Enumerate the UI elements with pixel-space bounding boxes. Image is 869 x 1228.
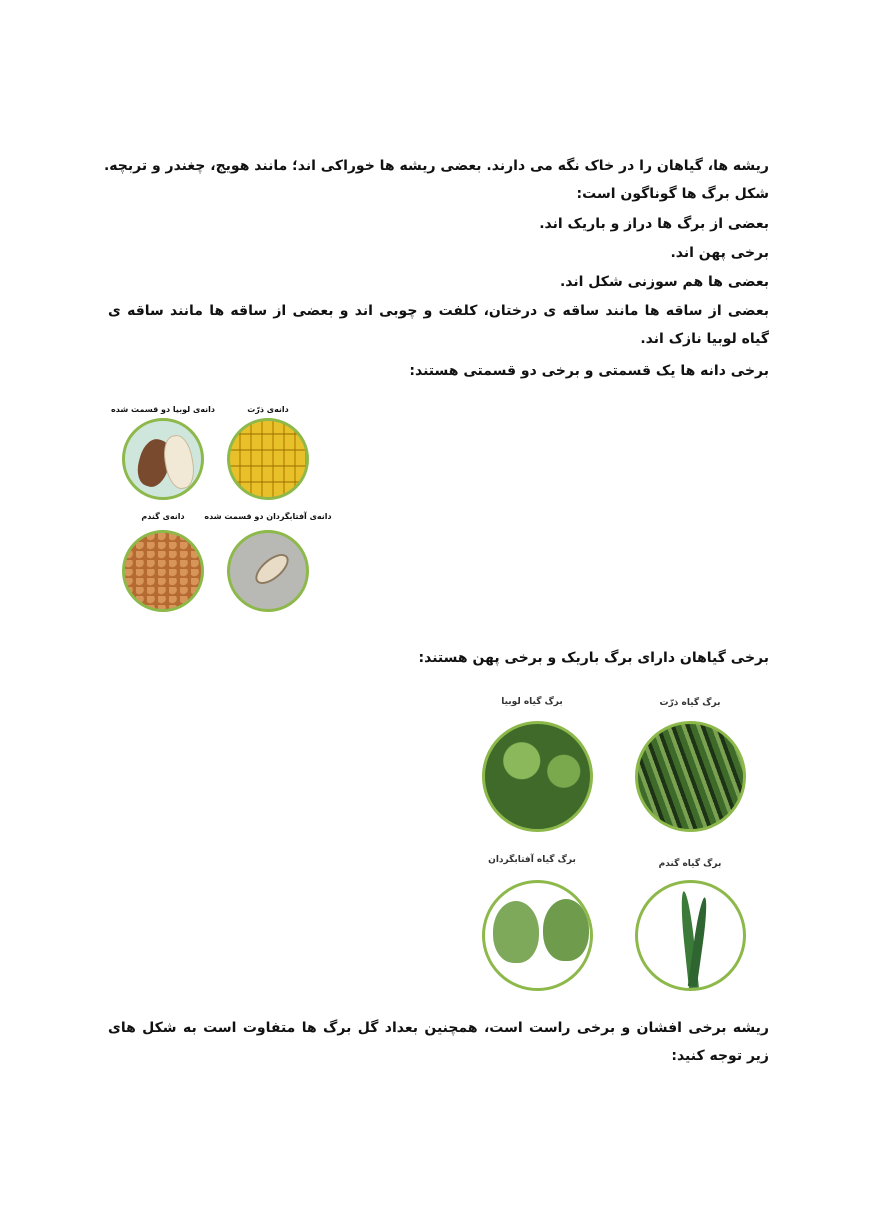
paragraph-broad-leaves: برخی پهن اند. — [670, 245, 769, 261]
paragraph-long-leaves: بعضی از برگ ها دراز و باریک اند. — [539, 216, 769, 232]
caption-corn-seed: دانه‌ی ذرّت — [247, 405, 289, 414]
paragraph-needle-leaves: بعضی ها هم سوزنی شکل اند. — [559, 274, 769, 290]
caption-sunflower-leaf: برگ گیاه آفتابگردان — [488, 855, 576, 865]
sunflower-leaf-image — [482, 880, 593, 991]
bean-seed-image — [122, 418, 204, 500]
paragraph-leaf-types: برخی گیاهان دارای برگ باریک و برخی پهن هستند: — [418, 650, 769, 666]
paragraph-roots-petals: ریشه برخی افشان و برخی راست است، همچنین بعداد گل برگ ها متفاوت است به شکل های زیر توجه کنید: — [108, 1020, 769, 1064]
wheat-leaf-image — [635, 880, 746, 991]
paragraph-stems: بعضی از ساقه ها مانند ساقه ی درختان، کلفت و چوبی اند و بعضی از ساقه ها مانند ساقه ی گیاه لوبیا نازک اند. — [108, 303, 769, 347]
caption-corn-leaf: برگ گیاه ذرّت — [659, 698, 721, 708]
paragraph-roots: ریشه ها، گیاهان را در خاک نگه می دارند. بعضی ریشه ها خوراکی اند؛ مانند هویج، چغندر و تربچه. — [103, 158, 769, 174]
corn-seed-image — [227, 418, 309, 500]
bean-leaf-image — [482, 721, 593, 832]
paragraph-leaf-shapes: شکل برگ ها گوناگون است: — [576, 186, 769, 202]
caption-bean-seed: دانه‌ی لوبیا دو قسمت شده — [111, 405, 215, 414]
paragraph-seeds: برخی دانه ها یک قسمتی و برخی دو قسمتی هستند: — [409, 363, 769, 379]
sunflower-seed-image — [227, 530, 309, 612]
caption-wheat-leaf: برگ گیاه گندم — [658, 859, 722, 869]
caption-bean-leaf: برگ گیاه لوبیا — [501, 697, 563, 707]
caption-wheat-seed: دانه‌ی گندم — [141, 512, 185, 521]
wheat-seed-image — [122, 530, 204, 612]
caption-sunflower-seed: دانه‌ی آفتابگردان دو قسمت شده — [204, 512, 332, 521]
corn-leaf-image — [635, 721, 746, 832]
